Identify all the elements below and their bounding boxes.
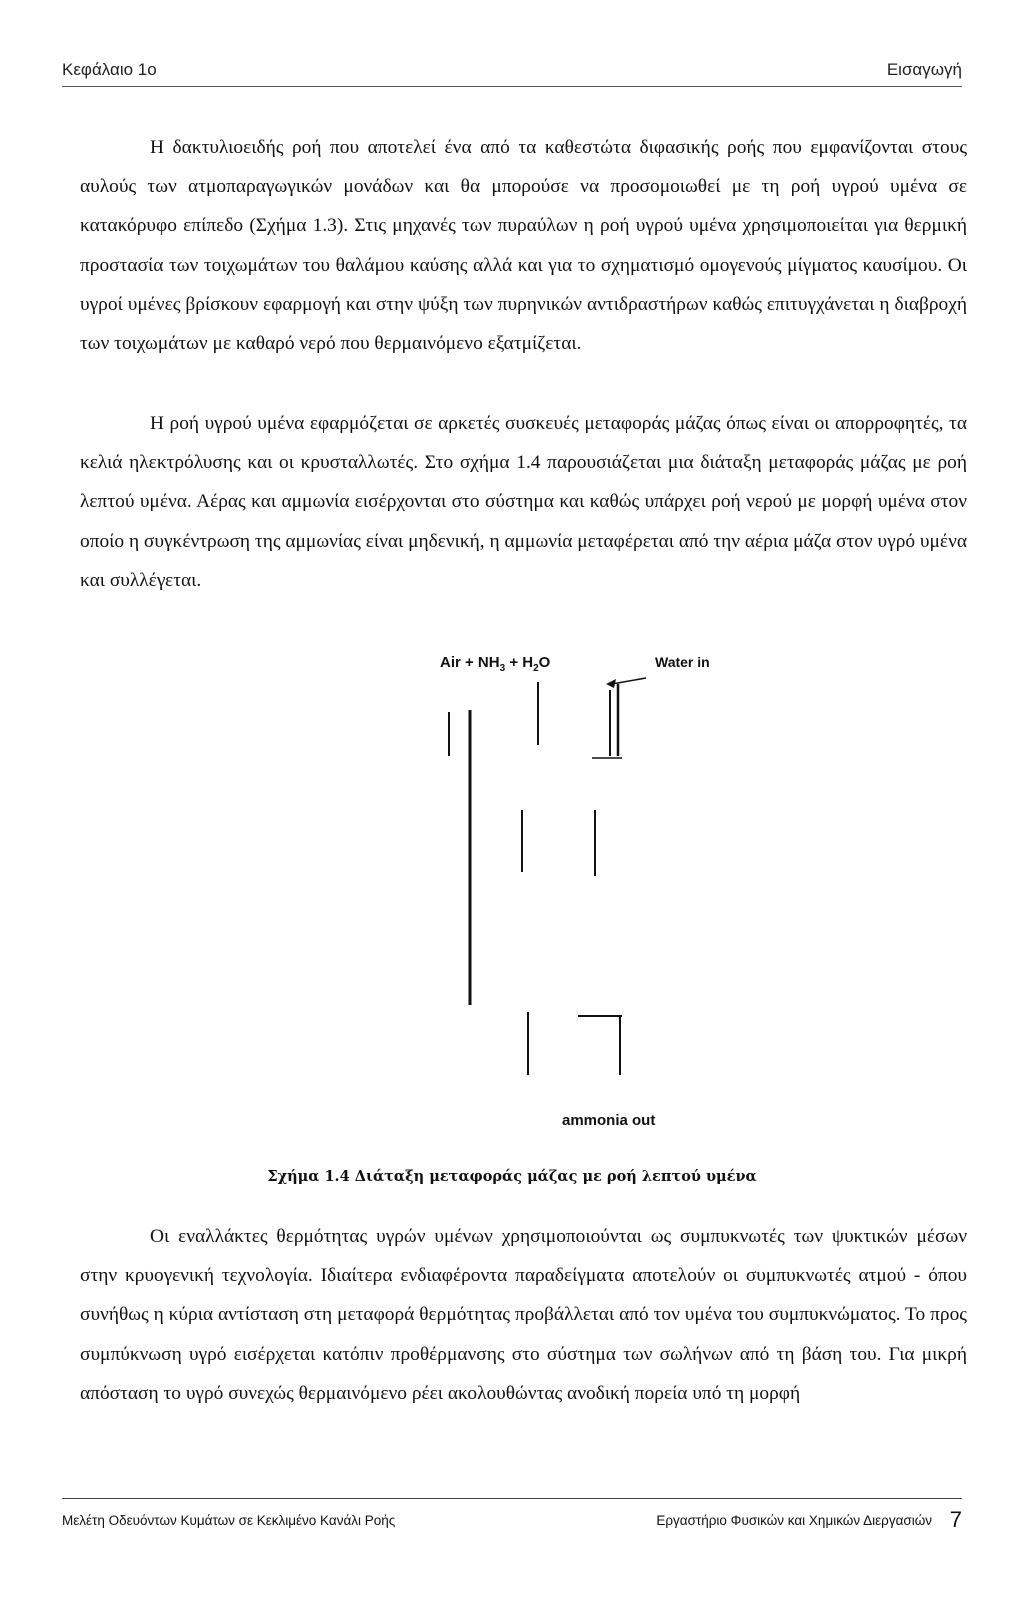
paragraph-mass-transfer: Η ροή υγρού υμένα εφαρμόζεται σε αρκετές συσκευές μεταφοράς μάζας όπως είναι οι απορροφητές, τα κελιά ηλεκτρόλυσης και οι κρυσταλλωτές. Στο σχήμα 1.4 παρουσιάζεται μια διάταξη μεταφοράς μάζας με ροή λεπτού υμένα. Αέρας και αμμωνία εισέρχονται στο σύστημα και καθώς υπάρχει ροή νερού με μορφή υμένα στον οποίο η συγκέντρωση της αμμωνίας είναι μηδενική, η αμμωνία μεταφέρεται από την αέρια μάζα στον υγρό υμένα και συλλέγεται.	[80, 413, 967, 591]
page-number: 7	[949, 1507, 962, 1532]
ammonia-out-label: ammonia out	[562, 1112, 656, 1129]
inlet-gas-label: Air + $NH_3 + H_2O$	[440, 654, 551, 674]
page-header	[62, 56, 962, 87]
figure-caption: Σχήμα 1.4 Διάταξη μεταφοράς μάζας με ροή λεπτού υμένα	[267, 1168, 757, 1185]
footer-lab-name: Εργαστήριο Φυσικών και Χημικών Διεργασιών	[656, 1513, 932, 1528]
page-footer	[62, 1498, 962, 1543]
water-in-arrow	[612, 678, 646, 684]
water-in-label: Water in	[655, 654, 710, 670]
absorber-diagram	[400, 660, 780, 1140]
paragraph-condensers: Οι εναλλάκτες θερμότητας υγρών υμένων χρησιμοποιούνται ως συμπυκνωτές των ψυκτικών μέσων στην κρυογενική τεχνολογία. Ιδιαίτερα ενδιαφέροντα παραδείγματα αποτελούν οι συμπυκνωτές ατμού - όπου συνήθως η κύρια αντίσταση στη μεταφορά θερμότητας προβάλλεται από τον υμένα του συμπυκνώματος. Το προς συμπύκνωση υγρό εισέρχεται κατόπιν προθέρμανσης στο σύστημα των σωλήνων από τη βάση του. Για μικρή απόσταση το υγρό συνεχώς θερμαινόμενο ρέει ακολουθώντας ανοδική πορεία υπό τη μορφή	[80, 1226, 967, 1404]
section-label: Εισαγωγή	[886, 60, 962, 79]
figure-film-absorber	[400, 654, 780, 1140]
water-in-arrowhead	[606, 679, 616, 688]
footer-thesis-title: Μελέτη Οδευόντων Κυμάτων σε Κεκλιμένο Κανάλι Ροής	[62, 1513, 396, 1528]
chapter-label: Κεφάλαιο 1ο	[62, 60, 157, 79]
paragraph-annular-flow: Η δακτυλιοειδής ροή που αποτελεί ένα από τα καθεστώτα διφασικής ροής που εμφανίζονται στους αυλούς των ατμοπαραγωγικών μονάδων και θα μπορούσε να προσομοιωθεί με τη ροή υγρού υμένα σε κατακόρυφο επίπεδο (Σχήμα 1.3). Στις μηχανές των πυραύλων η ροή υγρού υμένα χρησιμοποιείται για θερμική προστασία των τοιχωμάτων του θαλάμου καύσης αλλά και για το σχηματισμό ομογενούς μίγματος καυσίμου. Οι υγροί υμένες βρίσκουν εφαρμογή και στην ψύξη των πυρηνικών αντιδραστήρων καθώς επιτυγχάνεται η διαβροχή των τοιχωμάτων με καθαρό νερό που θερμαινόμενο εξατμίζεται.	[80, 137, 967, 355]
